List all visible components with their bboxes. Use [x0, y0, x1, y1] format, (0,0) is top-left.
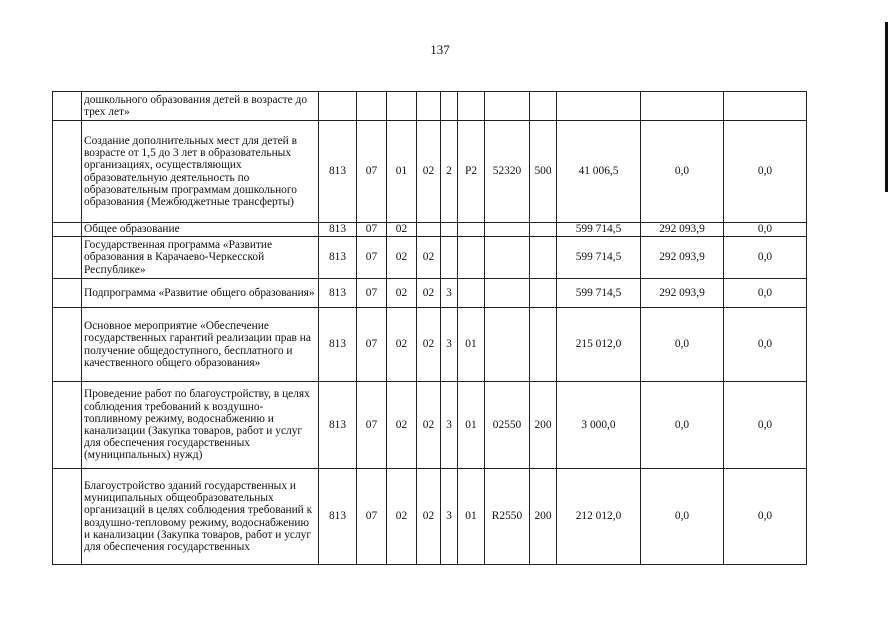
col-razdel: 07 — [357, 121, 387, 223]
col-podrazdel: 01 — [387, 121, 417, 223]
col-sum-2: 0,0 — [641, 308, 724, 382]
row-number-cell — [53, 92, 82, 121]
col-direction — [485, 308, 530, 382]
col-program: 02 — [417, 279, 441, 308]
col-direction: 52320 — [485, 121, 530, 223]
col-activity — [458, 223, 485, 237]
col-sum-2 — [641, 92, 724, 121]
row-number-cell — [53, 223, 82, 237]
page-number: 137 — [430, 42, 450, 57]
col-grbs: 813 — [319, 237, 357, 279]
col-grbs: 813 — [319, 279, 357, 308]
col-sum-1: 215 012,0 — [557, 308, 641, 382]
col-sum-2: 292 093,9 — [641, 223, 724, 237]
item-name-cell: Создание дополнительных мест для детей в возрасте от 1,5 до 3 лет в образовательных организациях, осуществляющих образовательную деятельность по образовательным программам дошкольного образования (Межбюджетные трансферты) — [82, 121, 319, 223]
table-row — [53, 237, 807, 279]
item-name-cell: Государственная программа «Развитие образования в Карачаево-Черкесской Республике» — [82, 237, 319, 279]
col-razdel — [357, 92, 387, 121]
col-podrazdel: 02 — [387, 469, 417, 565]
col-sum-3: 0,0 — [724, 308, 807, 382]
col-grbs: 813 — [319, 223, 357, 237]
col-program: 02 — [417, 308, 441, 382]
col-subprogram — [441, 237, 458, 279]
col-sum-1: 3 000,0 — [557, 382, 641, 469]
col-grbs — [319, 92, 357, 121]
col-program — [417, 92, 441, 121]
col-sum-3: 0,0 — [724, 237, 807, 279]
col-direction: 02550 — [485, 382, 530, 469]
col-subprogram: 3 — [441, 308, 458, 382]
col-sum-2: 0,0 — [641, 382, 724, 469]
col-expense-type — [530, 237, 557, 279]
col-razdel: 07 — [357, 223, 387, 237]
col-expense-type — [530, 308, 557, 382]
col-grbs: 813 — [319, 469, 357, 565]
col-razdel: 07 — [357, 308, 387, 382]
col-podrazdel: 02 — [387, 279, 417, 308]
item-name-cell: Подпрограмма «Развитие общего образования» — [82, 279, 319, 308]
col-direction — [485, 237, 530, 279]
col-subprogram: 3 — [441, 469, 458, 565]
col-program — [417, 223, 441, 237]
table-row — [53, 223, 807, 237]
col-program: 02 — [417, 237, 441, 279]
table-row — [53, 92, 807, 121]
col-sum-2: 0,0 — [641, 469, 724, 565]
col-program: 02 — [417, 121, 441, 223]
col-direction: R2550 — [485, 469, 530, 565]
row-number-cell — [53, 308, 82, 382]
scan-edge-mark — [885, 22, 888, 192]
col-direction — [485, 92, 530, 121]
col-sum-3: 0,0 — [724, 469, 807, 565]
item-name-cell: Общее образование — [82, 223, 319, 237]
col-podrazdel: 02 — [387, 237, 417, 279]
budget-table — [52, 91, 807, 565]
col-subprogram — [441, 223, 458, 237]
item-name-cell: Основное мероприятие «Обеспечение государственных гарантий реализации прав на получение общедоступного, бесплатного и качественного общего образования» — [82, 308, 319, 382]
col-activity — [458, 237, 485, 279]
table-row — [53, 121, 807, 223]
col-activity — [458, 92, 485, 121]
col-sum-1: 599 714,5 — [557, 279, 641, 308]
col-activity: 01 — [458, 308, 485, 382]
table-row — [53, 469, 807, 565]
col-razdel: 07 — [357, 382, 387, 469]
col-sum-3: 0,0 — [724, 223, 807, 237]
col-sum-3: 0,0 — [724, 382, 807, 469]
col-subprogram: 2 — [441, 121, 458, 223]
col-subprogram — [441, 92, 458, 121]
col-sum-1: 599 714,5 — [557, 223, 641, 237]
col-expense-type — [530, 223, 557, 237]
col-expense-type — [530, 92, 557, 121]
col-sum-3 — [724, 92, 807, 121]
table-row — [53, 382, 807, 469]
col-activity: 01 — [458, 382, 485, 469]
col-sum-2: 292 093,9 — [641, 237, 724, 279]
col-grbs: 813 — [319, 382, 357, 469]
col-razdel: 07 — [357, 237, 387, 279]
col-razdel: 07 — [357, 469, 387, 565]
row-number-cell — [53, 121, 82, 223]
col-activity: 01 — [458, 469, 485, 565]
row-number-cell — [53, 237, 82, 279]
col-sum-1: 599 714,5 — [557, 237, 641, 279]
col-sum-3: 0,0 — [724, 279, 807, 308]
row-number-cell — [53, 279, 82, 308]
col-program: 02 — [417, 469, 441, 565]
col-expense-type: 200 — [530, 469, 557, 565]
col-razdel: 07 — [357, 279, 387, 308]
col-sum-1 — [557, 92, 641, 121]
col-program: 02 — [417, 382, 441, 469]
col-sum-1: 41 006,5 — [557, 121, 641, 223]
col-subprogram: 3 — [441, 279, 458, 308]
col-sum-2: 292 093,9 — [641, 279, 724, 308]
col-grbs: 813 — [319, 308, 357, 382]
col-podrazdel: 02 — [387, 223, 417, 237]
col-podrazdel: 02 — [387, 308, 417, 382]
col-podrazdel — [387, 92, 417, 121]
col-activity: P2 — [458, 121, 485, 223]
col-sum-3: 0,0 — [724, 121, 807, 223]
col-expense-type: 200 — [530, 382, 557, 469]
col-grbs: 813 — [319, 121, 357, 223]
col-activity — [458, 279, 485, 308]
col-direction — [485, 223, 530, 237]
col-sum-1: 212 012,0 — [557, 469, 641, 565]
item-name-cell: Проведение работ по благоустройству, в целях соблюдения требований к воздушно-топливному режиму, водоснабжению и канализации (Закупка товаров, работ и услуг для обеспечения государственных (муниципальных) нужд) — [82, 382, 319, 469]
table-row — [53, 308, 807, 382]
item-name-cell: дошкольного образования детей в возрасте до трех лет» — [82, 92, 319, 121]
item-name-cell: Благоустройство зданий государственных и муниципальных общеобразовательных организаций в целях соблюдения требований к воздушно-тепловому режиму, водоснабжению и канализации (Закупка товаров, работ и услуг для обеспечения государственных — [82, 469, 319, 565]
col-sum-2: 0,0 — [641, 121, 724, 223]
table-row — [53, 279, 807, 308]
col-subprogram: 3 — [441, 382, 458, 469]
row-number-cell — [53, 469, 82, 565]
col-expense-type — [530, 279, 557, 308]
col-direction — [485, 279, 530, 308]
col-podrazdel: 02 — [387, 382, 417, 469]
col-expense-type: 500 — [530, 121, 557, 223]
row-number-cell — [53, 382, 82, 469]
